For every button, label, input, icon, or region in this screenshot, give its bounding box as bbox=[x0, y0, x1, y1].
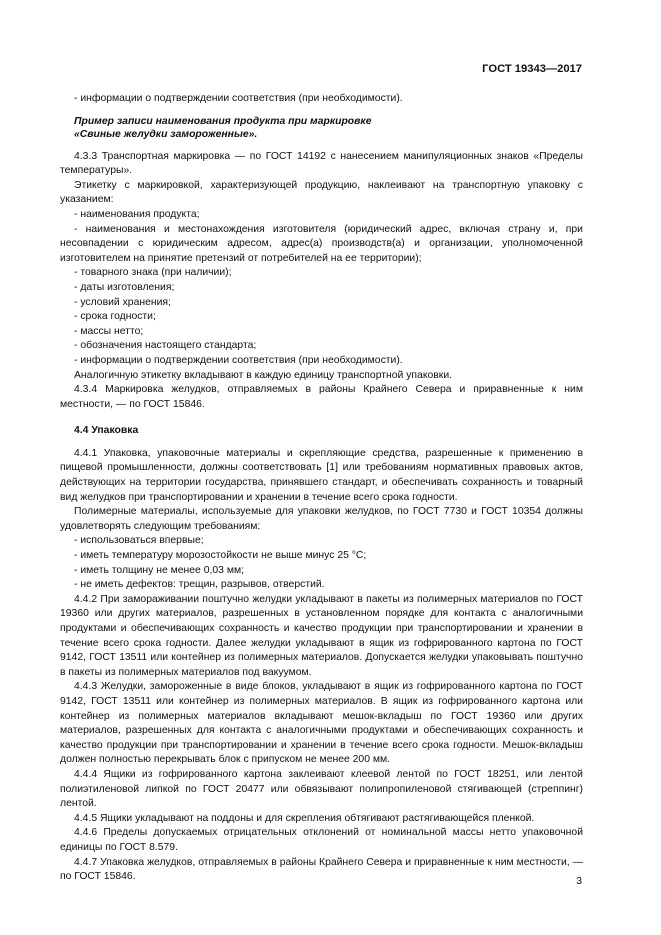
list-item: - обозначения настоящего стандарта; bbox=[74, 340, 257, 352]
paragraph: 4.3.4 Маркировка желудков, отправляемых в районы Крайнего Севера и приравненные к ним местности, — по ГОСТ 15846. bbox=[60, 384, 583, 410]
example-line: «Свиные желудки замороженные». bbox=[74, 128, 258, 140]
list-item: - наименования и местонахождения изготовителя (юридический адрес, включая страну и, при несовпадении с юридическим адресом, адрес(а) производств(а) и организации, уполномоченной изготовителем на принятие претензий от потребителей на ее территории); bbox=[60, 223, 583, 264]
list-item: - информации о подтверждении соответствия (при необходимости). bbox=[74, 354, 403, 366]
paragraph: 4.4.2 При замораживании поштучно желудки укладывают в пакеты из полимерных материалов по ГОСТ 19360 или других материалов, разрешенных в установленном порядке для контакта с аналогичными продуктами и обеспечивающих сохранность и качество продукции при транспортировании и хранении в течение всего срока годности. Далее желудки укладывают в ящик из гофрированного картона по ГОСТ 9142, ГОСТ 13511 или контейнер из полимерных материалов. Допускается желудки упаковывать поштучно в пакеты из полимерных материалов под вакуумом. bbox=[60, 593, 583, 678]
document-id-header: ГОСТ 19343—2017 bbox=[482, 63, 582, 75]
list-item: - товарного знака (при наличии); bbox=[74, 267, 232, 279]
paragraph: 4.3.3 Транспортная маркировка — по ГОСТ 14192 с нанесением манипуляционных знаков «Пределы температуры». bbox=[60, 150, 583, 177]
page-number: 3 bbox=[576, 876, 582, 887]
example-line: Пример записи наименования продукта при маркировке bbox=[74, 115, 372, 127]
paragraph: 4.4.4 Ящики из гофрированного картона заклеивают клеевой лентой по ГОСТ 18251, или лентой полиэтиленовой липкой по ГОСТ 20477 или обвязывают полипропиленовой стягивающей (стреппинг) лентой. bbox=[60, 768, 583, 810]
paragraph: Аналогичную этикетку вкладывают в каждую единицу транспортной упаковки. bbox=[74, 369, 453, 381]
list-item: - иметь температуру морозостойкости не выше минус 25 °С; bbox=[74, 550, 367, 562]
list-item: - использоваться впервые; bbox=[74, 535, 204, 547]
list-item: - даты изготовления; bbox=[74, 281, 175, 293]
list-item: - условий хранения; bbox=[74, 296, 171, 308]
list-item: - наименования продукта; bbox=[74, 208, 200, 220]
paragraph: 4.4.1 Упаковка, упаковочные материалы и скрепляющие средства, разрешенные к применению в пищевой промышленности, должны соответствовать [1] или требованиям нормативных правовых актов, действующих на территории государства, принявшего стандарт, и обеспечивать сохранность и товарный вид желудков при транспортировании и хранении в течение всего срока годности. bbox=[60, 447, 583, 503]
document-body bbox=[60, 92, 583, 885]
paragraph: 4.4.7 Упаковка желудков, отправляемых в районы Крайнего Севера и приравненные к ним местности, — по ГОСТ 15846. bbox=[60, 856, 583, 883]
paragraph: Полимерные материалы, используемые для упаковки желудков, по ГОСТ 7730 и ГОСТ 10354 должны удовлетворять следующим требованиям: bbox=[60, 506, 583, 532]
paragraph: 4.4.5 Ящики укладывают на поддоны и для скрепления обтягивают растягивающейся пленкой. bbox=[74, 812, 535, 824]
section-heading: 4.4 Упаковка bbox=[74, 425, 139, 437]
list-item: - срока годности; bbox=[74, 311, 156, 323]
paragraph: Этикетку с маркировкой, характеризующей продукцию, наклеивают на транспортную упаковку с указанием: bbox=[60, 179, 583, 206]
paragraph: 4.4.6 Пределы допускаемых отрицательных отклонений от номинальной массы нетто упаковочной единицы по ГОСТ 8.579. bbox=[60, 827, 583, 853]
example-note bbox=[74, 115, 583, 141]
list-item: - информации о подтверждении соответствия (при необходимости). bbox=[74, 93, 403, 104]
list-item: - иметь толщину не менее 0,03 мм; bbox=[74, 564, 245, 576]
list-item: - не иметь дефектов: трещин, разрывов, отверстий. bbox=[74, 579, 325, 591]
list-item: - массы нетто; bbox=[74, 325, 144, 337]
paragraph: 4.4.3 Желудки, замороженные в виде блоков, укладывают в ящик из гофрированного картона по ГОСТ 9142, ГОСТ 13511 или контейнер из полимерных материалов. В ящик из гофрированного картона или контейнер из полимерных материалов вкладывают мешок-вкладыш по ГОСТ 19360 или других материалов, разрешенных для контакта с аналогичными продуктами и обеспечивающих сохранность и качество продукции при транспортировании и хранении в течение всего срока годности. Мешок-вкладыш должен полностью перекрывать блок с припуском не менее 200 мм. bbox=[60, 681, 583, 766]
